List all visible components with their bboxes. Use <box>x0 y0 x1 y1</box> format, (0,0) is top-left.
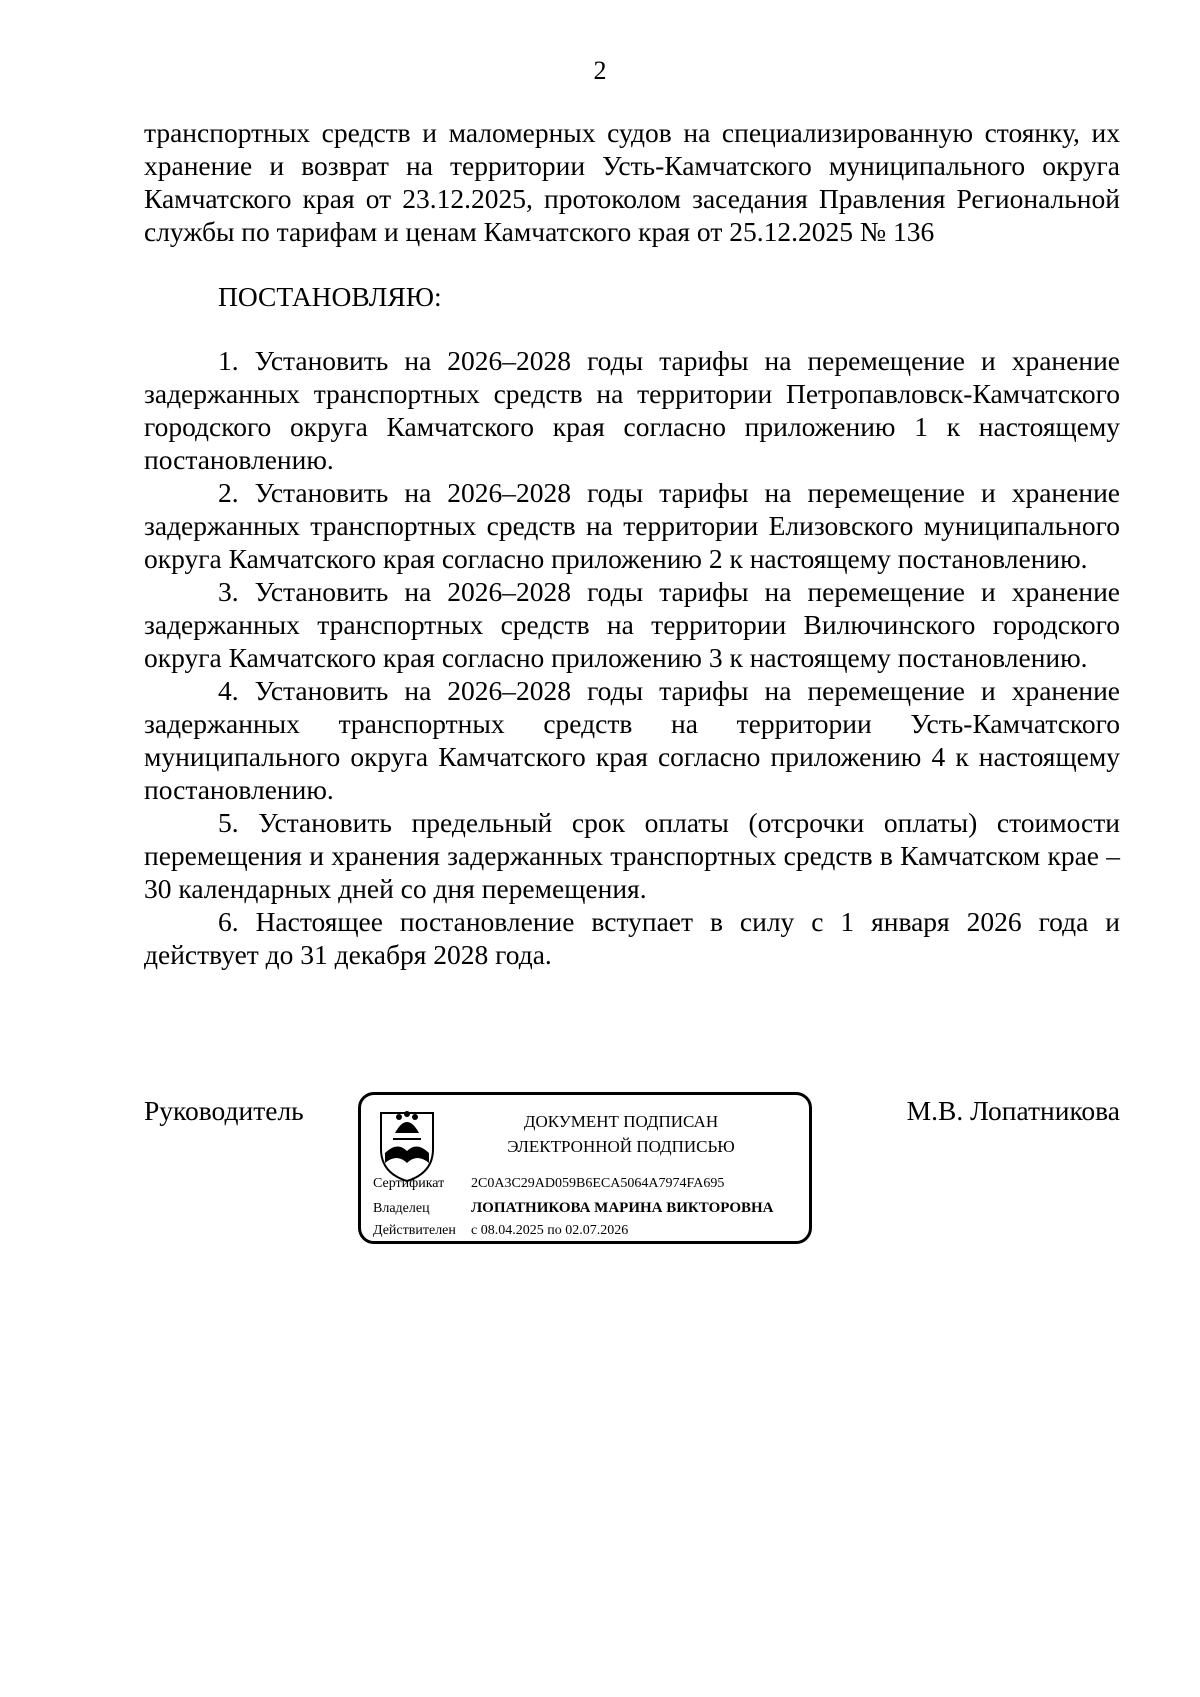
decree-item: 2. Установить на 2026–2028 годы тарифы на перемещение и хранение задержанных транспортных средств на территории Елизовского муниципального округа Камчатского края согласно приложению 2 к настоящему постановлению. <box>144 477 1120 574</box>
stamp-title <box>461 1109 781 1159</box>
intro-paragraph: транспортных средств и маломерных судов на специализированную стоянку, их хранение и возврат на территории Усть-Камчатского муниципального округа Камчатского края от 23.12.2025, протоколом заседания Правления Региональной службы по тарифам и ценам Камчатского края от 25.12.2025 № 136 <box>144 117 1120 247</box>
owner-label: Владелец <box>373 1201 430 1216</box>
certificate-label: Сертификат <box>373 1176 445 1191</box>
decree-item: 3. Установить на 2026–2028 годы тарифы на перемещение и хранение задержанных транспортных средств на территории Вилючинского городского округа Камчатского края согласно приложению 3 к настоящему постановлению. <box>144 576 1120 673</box>
decree-item: 4. Установить на 2026–2028 годы тарифы на перемещение и хранение задержанных транспортных средств на территории Усть-Камчатского муниципального округа Камчатского края согласно приложению 4 к настоящему постановлению. <box>144 675 1120 805</box>
decree-heading: ПОСТАНОВЛЯЮ: <box>218 281 442 312</box>
stamp-validity-row <box>373 1222 628 1240</box>
owner-value: ЛОПАТНИКОВА МАРИНА ВИКТОРОВНА <box>471 1200 774 1216</box>
signatory-name: М.В. Лопатникова <box>906 1095 1120 1126</box>
page-number: 2 <box>593 56 607 85</box>
decree-item: 1. Установить на 2026–2028 годы тарифы на перемещение и хранение задержанных транспортных средств на территории Петропавловск-Камчатского городского округа Камчатского края согласно приложению 1 к настоящему постановлению. <box>144 345 1120 475</box>
electronic-signature-stamp <box>358 1092 812 1244</box>
validity-label: Действителен <box>373 1223 456 1238</box>
certificate-value: 2C0A3C29AD059B6ECA5064A7974FA695 <box>471 1176 725 1191</box>
validity-value: с 08.04.2025 по 02.07.2026 <box>471 1223 629 1238</box>
decree-item: 5. Установить предельный срок оплаты (отсрочки оплаты) стоимости перемещения и хранения задержанных транспортных средств в Камчатском крае – 30 календарных дней со дня перемещения. <box>144 807 1120 904</box>
signatory-position: Руководитель <box>144 1095 304 1126</box>
stamp-title-line: ДОКУМЕНТ ПОДПИСАН <box>523 1112 719 1131</box>
stamp-title-line: ЭЛЕКТРОННОЙ ПОДПИСЬЮ <box>507 1137 735 1156</box>
stamp-owner-row <box>373 1199 774 1218</box>
decree-items <box>144 344 1120 971</box>
decree-item: 6. Настоящее постановление вступает в силу с 1 января 2026 года и действует до 31 декабря 2028 года. <box>144 906 1120 970</box>
stamp-certificate-row <box>373 1175 724 1193</box>
kamchatka-emblem-icon <box>375 1103 439 1183</box>
